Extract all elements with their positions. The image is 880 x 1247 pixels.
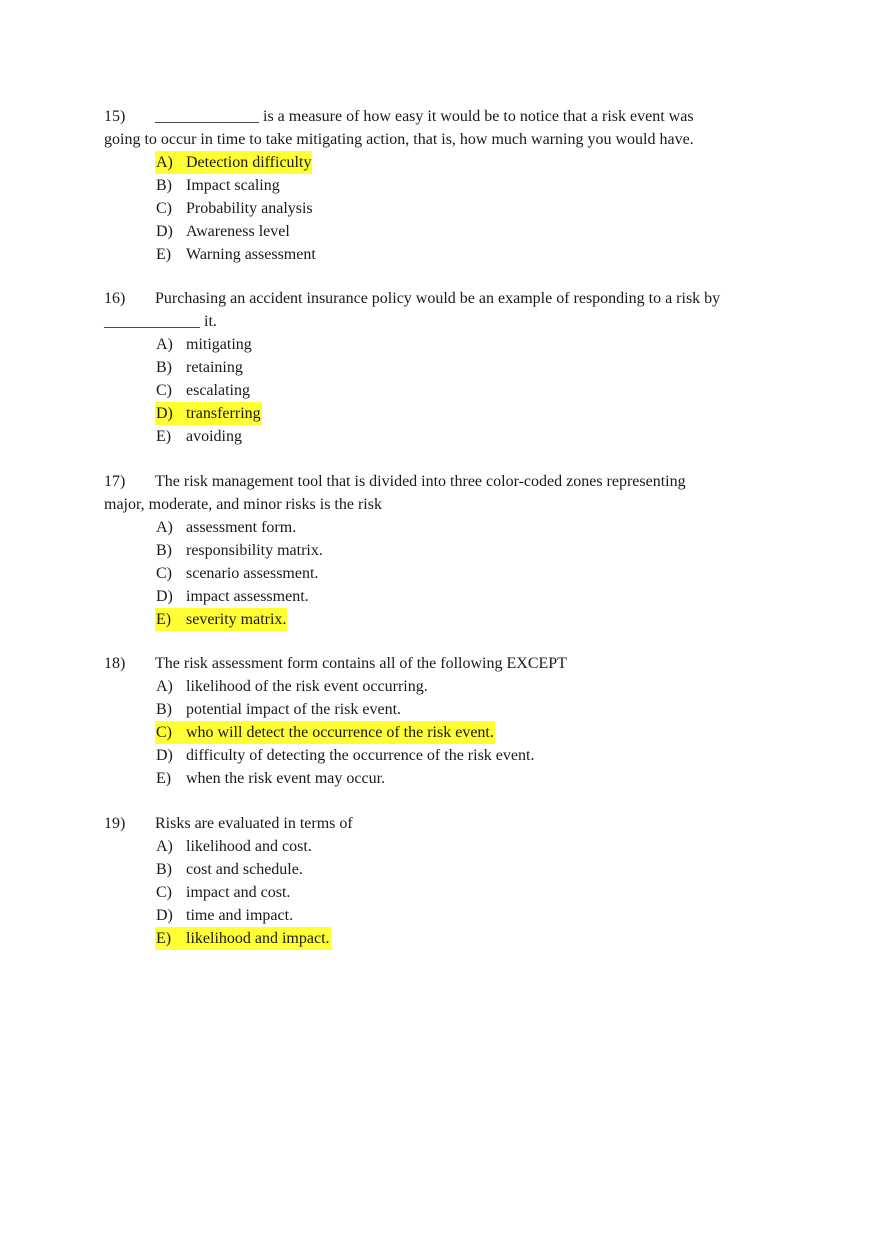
answer-option-a: A) likelihood of the risk event occurring.	[156, 678, 428, 695]
answer-option-d: D) impact assessment.	[156, 588, 309, 605]
highlighted-answer: E) severity matrix.	[155, 608, 287, 631]
answer-option-b: B) Impact scaling	[156, 177, 280, 194]
answer-option-c: C) scenario assessment.	[156, 565, 319, 582]
answer-option-c: C) Probability analysis	[156, 200, 313, 217]
highlighted-answer: E) likelihood and impact.	[155, 927, 331, 950]
answer-option-c: C) escalating	[156, 382, 250, 399]
answer-options	[104, 675, 784, 790]
question-15	[104, 105, 784, 266]
question-text-line: major, moderate, and minor risks is the risk	[104, 496, 382, 513]
question-17	[104, 470, 784, 631]
question-18	[104, 652, 784, 790]
question-16	[104, 287, 784, 448]
question-text-line: _____________ is a measure of how easy it would be to notice that a risk event was	[155, 108, 694, 125]
answer-option-e: E) avoiding	[156, 428, 242, 445]
question-text-line: ____________ it.	[104, 313, 217, 330]
answer-option-b: B) potential impact of the risk event.	[156, 701, 402, 718]
answer-option-b: B) cost and schedule.	[156, 861, 303, 878]
question-text-line: The risk management tool that is divided into three color-coded zones representing	[155, 473, 686, 490]
question-number: 19)	[104, 815, 126, 832]
answer-option-a: A) mitigating	[156, 336, 252, 353]
question-text-line: The risk assessment form contains all of the following EXCEPT	[155, 655, 567, 672]
answer-options	[104, 835, 784, 950]
question-19	[104, 812, 784, 950]
answer-options	[104, 333, 784, 448]
answer-option-c: C) impact and cost.	[156, 884, 291, 901]
answer-option-d: D) difficulty of detecting the occurrence of the risk event.	[156, 747, 535, 764]
highlighted-answer: A) Detection difficulty	[155, 151, 312, 174]
answer-options	[104, 516, 784, 631]
question-text-line: Purchasing an accident insurance policy would be an example of responding to a risk by	[155, 290, 721, 307]
answer-option-a: A) assessment form.	[156, 519, 297, 536]
answer-option-b: B) responsibility matrix.	[156, 542, 323, 559]
question-number: 16)	[104, 290, 126, 307]
answer-option-d	[104, 402, 784, 425]
answer-option-e: E) Warning assessment	[156, 246, 316, 263]
question-text-line: Risks are evaluated in terms of	[155, 815, 353, 832]
highlighted-answer: D) transferring	[155, 402, 262, 425]
answer-option-b: B) retaining	[156, 359, 243, 376]
question-number: 17)	[104, 473, 126, 490]
answer-options	[104, 151, 784, 266]
answer-option-d: D) time and impact.	[156, 907, 294, 924]
answer-option-d: D) Awareness level	[156, 223, 290, 240]
answer-option-a: A) likelihood and cost.	[156, 838, 312, 855]
answer-option-e	[104, 927, 784, 950]
question-number: 15)	[104, 108, 126, 125]
answer-option-e	[104, 608, 784, 631]
answer-option-c	[104, 721, 784, 744]
highlighted-answer: C) who will detect the occurrence of the risk event.	[155, 721, 495, 744]
answer-option-e: E) when the risk event may occur.	[156, 770, 386, 787]
answer-option-a	[104, 151, 784, 174]
question-text-line: going to occur in time to take mitigating action, that is, how much warning you would have.	[104, 131, 694, 148]
question-number: 18)	[104, 655, 126, 672]
